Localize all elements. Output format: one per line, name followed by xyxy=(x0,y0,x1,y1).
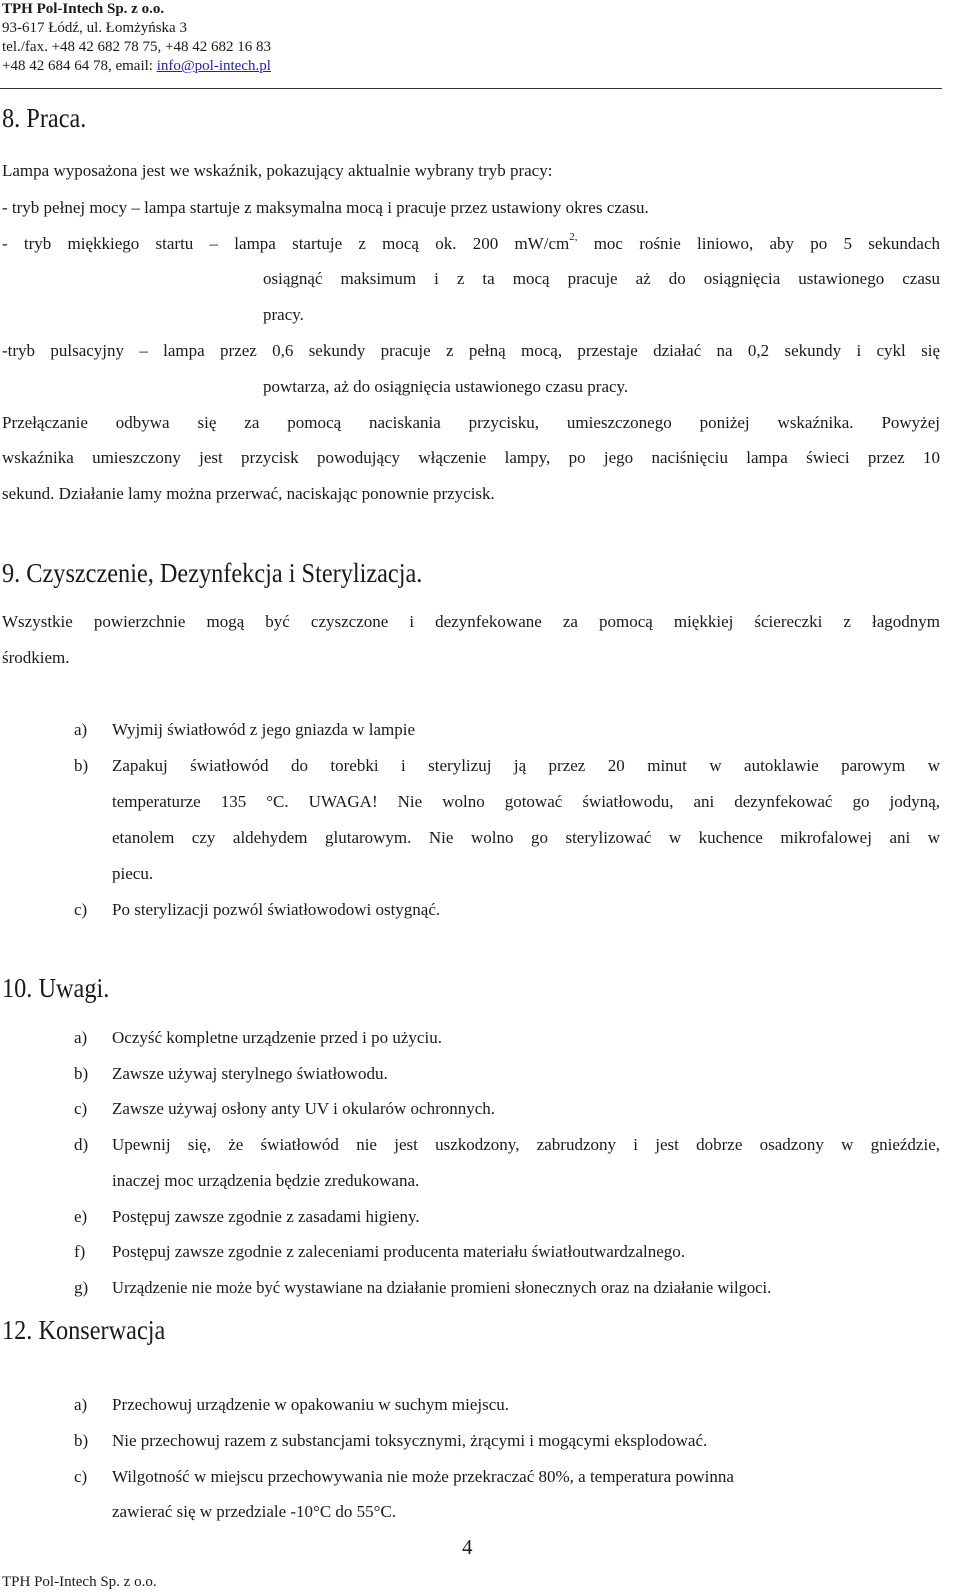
list-item: Po sterylizacji pozwól światłowodowi ostygnąć. xyxy=(112,900,441,919)
list-item-cont: piecu. xyxy=(112,864,154,883)
switching-paragraph-line1: Przełączanie odbywa się za pomocą naciskania przycisku, umieszczonego poniżej wskaźnika. Powyżej xyxy=(2,413,940,432)
list-item: Zawsze używaj osłony anty UV i okularów ochronnych. xyxy=(112,1099,496,1118)
list-item-cont: temperaturze 135 °C. UWAGA! Nie wolno gotować światłowodu, ani dezynfekować go jodyną, xyxy=(112,792,940,811)
list-item-label: b) xyxy=(74,1064,89,1083)
list-item: Wilgotność w miejscu przechowywania nie może przekraczać 80%, a temperatura powinna xyxy=(112,1467,734,1486)
list-item-label: d) xyxy=(74,1135,89,1154)
mode-soft-start-text-b: moc rośnie liniowo, aby po 5 sekundach xyxy=(577,234,940,253)
mode-soft-start-cont2: pracy. xyxy=(263,305,304,324)
mode-soft-start xyxy=(2,231,940,256)
section-9-intro-line1: Wszystkie powierzchnie mogą być czyszczone i dezynfekowane za pomocą miękkiej ściereczki z łagodnym xyxy=(2,612,940,631)
list-item: Urządzenie nie może być wystawiane na działanie promieni słonecznych oraz na działanie wilgoci. xyxy=(112,1278,772,1297)
list-item: Oczyść kompletne urządzenie przed i po użyciu. xyxy=(112,1028,442,1047)
list-item-label: f) xyxy=(74,1242,86,1261)
list-item: Zapakuj światłowód do torebki i sterylizuj ją przez 20 minut w autoklawie parowym w xyxy=(112,756,940,775)
switching-paragraph-line3: sekund. Działanie lamy można przerwać, naciskając ponownie przycisk. xyxy=(2,484,495,503)
list-item-cont: etanolem czy aldehydem glutarowym. Nie wolno go sterylizować w kuchence mikrofalowej ani w xyxy=(112,828,940,847)
mode-soft-start-text-a: - tryb miękkiego startu – lampa startuje z mocą ok. 200 mW/cm xyxy=(2,234,570,253)
section-8-intro: Lampa wyposażona jest we wskaźnik, pokazujący aktualnie wybrany tryb pracy: xyxy=(2,161,553,180)
list-item-label: b) xyxy=(74,756,89,775)
mode-pulse: -tryb pulsacyjny – lampa przez 0,6 sekundy pracuje z pełną mocą, przestaje działać na 0,2 sekundy i cykl się xyxy=(2,341,940,360)
section-9-intro-line2: środkiem. xyxy=(2,648,70,667)
list-item-label: e) xyxy=(74,1207,88,1226)
list-item: Przechowuj urządzenie w opakowaniu w suchym miejscu. xyxy=(112,1395,510,1414)
mode-pulse-cont: powtarza, aż do osiągnięcia ustawionego czasu pracy. xyxy=(263,377,629,396)
list-item-cont: zawierać się w przedziale -10°C do 55°C. xyxy=(112,1502,397,1521)
list-item: Nie przechowuj razem z substancjami toksycznymi, żrącymi i mogącymi eksplodować. xyxy=(112,1431,708,1450)
header-address: 93-617 Łódź, ul. Łomżyńska 3 xyxy=(2,20,187,36)
section-10-heading: 10. Uwagi. xyxy=(2,973,110,1003)
mode-soft-start-superscript: 2, xyxy=(569,231,578,243)
section-8-heading: 8. Praca. xyxy=(2,103,87,133)
list-item-label: a) xyxy=(74,720,88,739)
section-12-heading: 12. Konserwacja xyxy=(2,1315,166,1345)
header-telfax: tel./fax. +48 42 682 78 75, +48 42 682 16 83 xyxy=(2,39,271,55)
header-phone: +48 42 684 64 78, email: xyxy=(2,58,157,74)
list-item-label: c) xyxy=(74,1467,88,1486)
page-number: 4 xyxy=(462,1535,473,1559)
list-item: Postępuj zawsze zgodnie z zasadami higieny. xyxy=(112,1207,420,1226)
switching-paragraph-line2: wskaźnika umieszczony jest przycisk powodujący włączenie lampy, po jego naciśnięciu lampa świeci przez 10 xyxy=(2,448,940,467)
list-item: Upewnij się, że światłowód nie jest uszkodzony, zabrudzony i jest dobrze osadzony w gnieździe, xyxy=(112,1135,940,1154)
list-item-label: c) xyxy=(74,900,88,919)
list-item-cont: inaczej moc urządzenia będzie zredukowana. xyxy=(112,1171,420,1190)
list-item-label: g) xyxy=(74,1278,89,1297)
header-divider xyxy=(0,88,942,89)
list-item-label: c) xyxy=(74,1099,88,1118)
header-contact xyxy=(2,57,271,76)
footer-company-name: TPH Pol-Intech Sp. z o.o. xyxy=(2,1574,157,1590)
list-item: Postępuj zawsze zgodnie z zaleceniami producenta materiału światłoutwardzalnego. xyxy=(112,1242,686,1261)
list-item: Wyjmij światłowód z jego gniazda w lampie xyxy=(112,720,416,739)
list-item: Zawsze używaj sterylnego światłowodu. xyxy=(112,1064,388,1083)
list-item-label: a) xyxy=(74,1395,88,1414)
mode-soft-start-cont1: osiągnąć maksimum i z ta mocą pracuje aż do osiągnięcia ustawionego czasu xyxy=(263,269,940,288)
email-link[interactable]: info@pol-intech.pl xyxy=(156,58,271,74)
list-item-label: b) xyxy=(74,1431,89,1450)
list-item-label: a) xyxy=(74,1028,88,1047)
header-company-name: TPH Pol-Intech Sp. z o.o. xyxy=(2,1,165,17)
mode-full-power: - tryb pełnej mocy – lampa startuje z maksymalna mocą i pracuje przez ustawiony okres czasu. xyxy=(2,198,649,217)
section-9-heading: 9. Czyszczenie, Dezynfekcja i Sterylizacja. xyxy=(2,558,423,588)
